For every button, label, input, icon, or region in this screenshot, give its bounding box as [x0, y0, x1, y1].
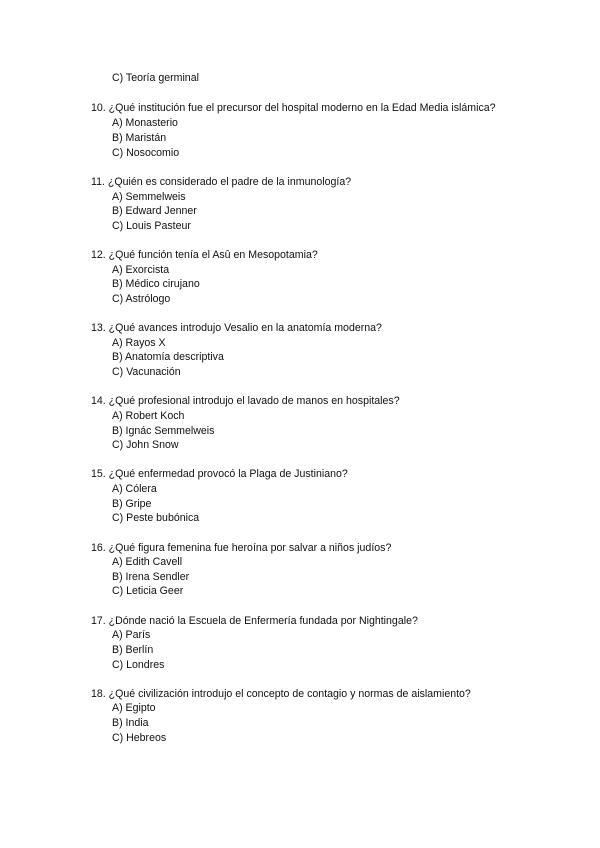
option-18b: B) India	[112, 717, 149, 729]
question-10: 10. ¿Qué institución fue el precursor del hospital moderno en la Edad Media islámica?	[91, 102, 496, 114]
option-10b: B) Maristán	[112, 132, 167, 144]
option-13c: C) Vacunación	[112, 366, 181, 378]
option-11a: A) Semmelweis	[112, 191, 186, 203]
question-12: 12. ¿Qué función tenía el Asû en Mesopotamia?	[91, 249, 318, 261]
question-13: 13. ¿Qué avances introdujo Vesalio en la anatomía moderna?	[91, 322, 382, 334]
option-14b: B) Ignác Semmelweis	[112, 425, 215, 437]
option-14c: C) John Snow	[112, 439, 179, 451]
option-13a: A) Rayos X	[112, 337, 166, 349]
option-16b: B) Irena Sendler	[112, 571, 190, 583]
option-18c: C) Hebreos	[112, 732, 167, 744]
option-17c: C) Londres	[112, 659, 165, 671]
option-15c: C) Peste bubónica	[112, 512, 200, 524]
question-11: 11. ¿Quién es considerado el padre de la inmunología?	[91, 176, 352, 188]
question-16: 16. ¿Qué figura femenina fue heroína por salvar a niños judíos?	[91, 542, 392, 554]
question-15: 15. ¿Qué enfermedad provocó la Plaga de Justiniano?	[91, 468, 348, 480]
question-18: 18. ¿Qué civilización introdujo el concepto de contagio y normas de aislamiento?	[91, 688, 471, 700]
option-18a: A) Egipto	[112, 702, 156, 714]
option-16a: A) Edith Cavell	[112, 556, 183, 568]
option-12b: B) Médico cirujano	[112, 278, 200, 290]
option-11b: B) Edward Jenner	[112, 205, 197, 217]
option-16c: C) Leticia Geer	[112, 585, 184, 597]
option-10a: A) Monasterio	[112, 117, 178, 129]
option-15a: A) Cólera	[112, 483, 157, 495]
question-14: 14. ¿Qué profesional introdujo el lavado de manos en hospitales?	[91, 395, 400, 407]
option-12c: C) Astrólogo	[112, 293, 171, 305]
option-11c: C) Louis Pasteur	[112, 220, 191, 232]
option-13b: B) Anatomía descriptiva	[112, 351, 224, 363]
option-12a: A) Exorcista	[112, 264, 170, 276]
leading-option: C) Teoría germinal	[112, 72, 199, 84]
option-10c: C) Nosocomio	[112, 147, 180, 159]
question-17: 17. ¿Dónde nació la Escuela de Enfermería fundada por Nightingale?	[91, 615, 418, 627]
option-15b: B) Gripe	[112, 498, 152, 510]
option-14a: A) Robert Koch	[112, 410, 185, 422]
option-17a: A) París	[112, 629, 151, 641]
option-17b: B) Berlín	[112, 644, 154, 656]
